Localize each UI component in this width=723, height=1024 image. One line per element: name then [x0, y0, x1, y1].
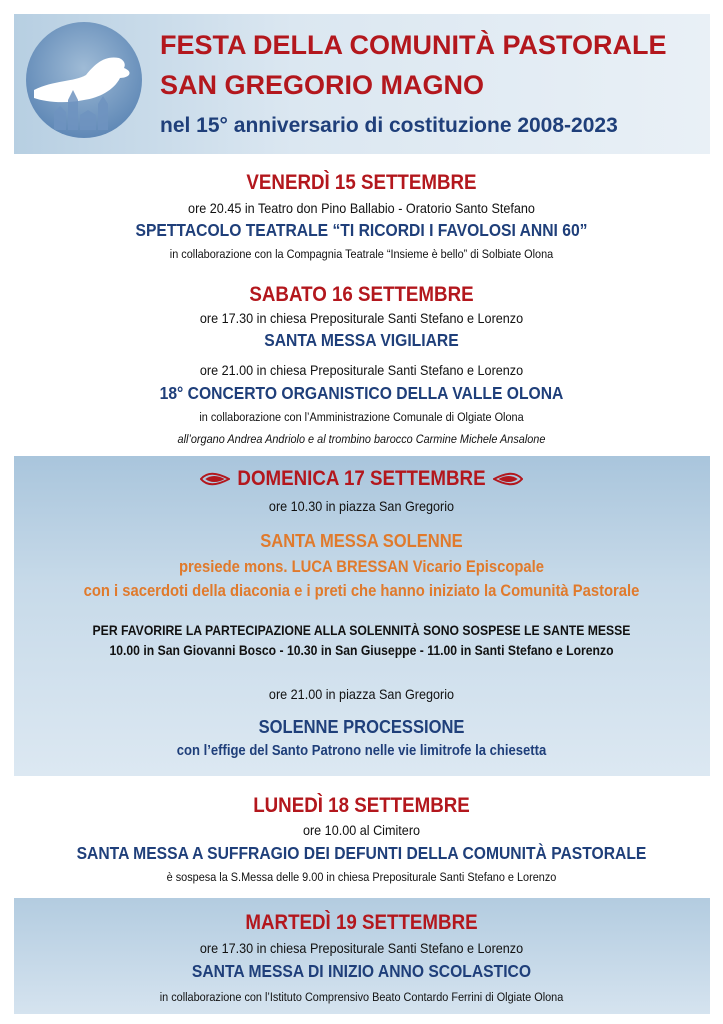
- header-subtitle: nel 15° anniversario di costituzione 2008-2023: [160, 114, 618, 137]
- sunday-event2-sub: con l’effige del Santo Patrono nelle vie limitrofe la chiesetta: [176, 743, 547, 759]
- sunday-day: DOMENICA 17 SETTEMBRE: [237, 466, 486, 490]
- sunday-event1: SANTA MESSA SOLENNE: [260, 530, 463, 551]
- friday-event: SPETTACOLO TEATRALE “TI RICORDI I FAVOLOSI ANNI 60”: [135, 220, 588, 240]
- friday-day: VENERDÌ 15 SETTEMBRE: [246, 170, 477, 194]
- logo-dove-church-icon: [24, 20, 144, 140]
- saturday-event1: SANTA MESSA VIGILIARE: [264, 330, 459, 350]
- saturday-performers: all’organo Andrea Andriolo e al trombino barocco Carmine Michele Ansalone: [177, 432, 546, 446]
- sunday-event2: SOLENNE PROCESSIONE: [258, 716, 465, 737]
- friday-info: ore 20.45 in Teatro don Pino Ballabio - Oratorio Santo Stefano: [188, 200, 535, 216]
- header-title-line1: FESTA DELLA COMUNITÀ PASTORALE: [160, 30, 667, 60]
- sunday-notice2: 10.00 in San Giovanni Bosco - 10.30 in San Giuseppe - 11.00 in Santi Stefano e Lorenzo: [109, 643, 614, 658]
- tuesday-info: ore 17.30 in chiesa Prepositurale Santi Stefano e Lorenzo: [199, 940, 524, 956]
- flourish-left-icon: [200, 471, 230, 487]
- sunday-clergy: con i sacerdoti della diaconia e i preti che hanno iniziato la Comunità Pastorale: [83, 582, 640, 600]
- sunday-info1: ore 10.30 in piazza San Gregorio: [268, 498, 455, 514]
- tuesday-note: in collaborazione con l’Istituto Comprensivo Beato Contardo Ferrini di Olgiate Olona: [159, 990, 564, 1004]
- monday-event: SANTA MESSA A SUFFRAGIO DEI DEFUNTI DELLA COMUNITÀ PASTORALE: [76, 843, 647, 863]
- sunday-info2: ore 21.00 in piazza San Gregorio: [268, 686, 455, 702]
- saturday-day: SABATO 16 SETTEMBRE: [249, 282, 474, 306]
- sunday-presider: presiede mons. LUCA BRESSAN Vicario Episcopale: [178, 558, 545, 576]
- saturday-info1: ore 17.30 in chiesa Prepositurale Santi Stefano e Lorenzo: [199, 310, 524, 326]
- monday-day: LUNEDÌ 18 SETTEMBRE: [253, 793, 470, 817]
- saturday-note: in collaborazione con l’Amministrazione Comunale di Olgiate Olona: [199, 410, 524, 424]
- tuesday-event: SANTA MESSA DI INIZIO ANNO SCOLASTICO: [191, 961, 532, 981]
- header-title-line2: SAN GREGORIO MAGNO: [160, 70, 485, 100]
- monday-note: è sospesa la S.Messa delle 9.00 in chiesa Prepositurale Santi Stefano e Lorenzo: [166, 870, 557, 884]
- monday-info: ore 10.00 al Cimitero: [302, 822, 421, 838]
- saturday-event2: 18° CONCERTO ORGANISTICO DELLA VALLE OLONA: [159, 383, 564, 403]
- sunday-notice1: PER FAVORIRE LA PARTECIPAZIONE ALLA SOLENNITÀ SONO SOSPESE LE SANTE MESSE: [92, 623, 631, 638]
- friday-note: in collaborazione con la Compagnia Teatrale “Insieme è bello” di Solbiate Olona: [169, 247, 554, 261]
- flourish-right-icon: [493, 471, 523, 487]
- tuesday-day: MARTEDÌ 19 SETTEMBRE: [245, 910, 478, 934]
- sunday-day-row: [43, 466, 679, 491]
- saturday-info2: ore 21.00 in chiesa Prepositurale Santi Stefano e Lorenzo: [199, 362, 524, 378]
